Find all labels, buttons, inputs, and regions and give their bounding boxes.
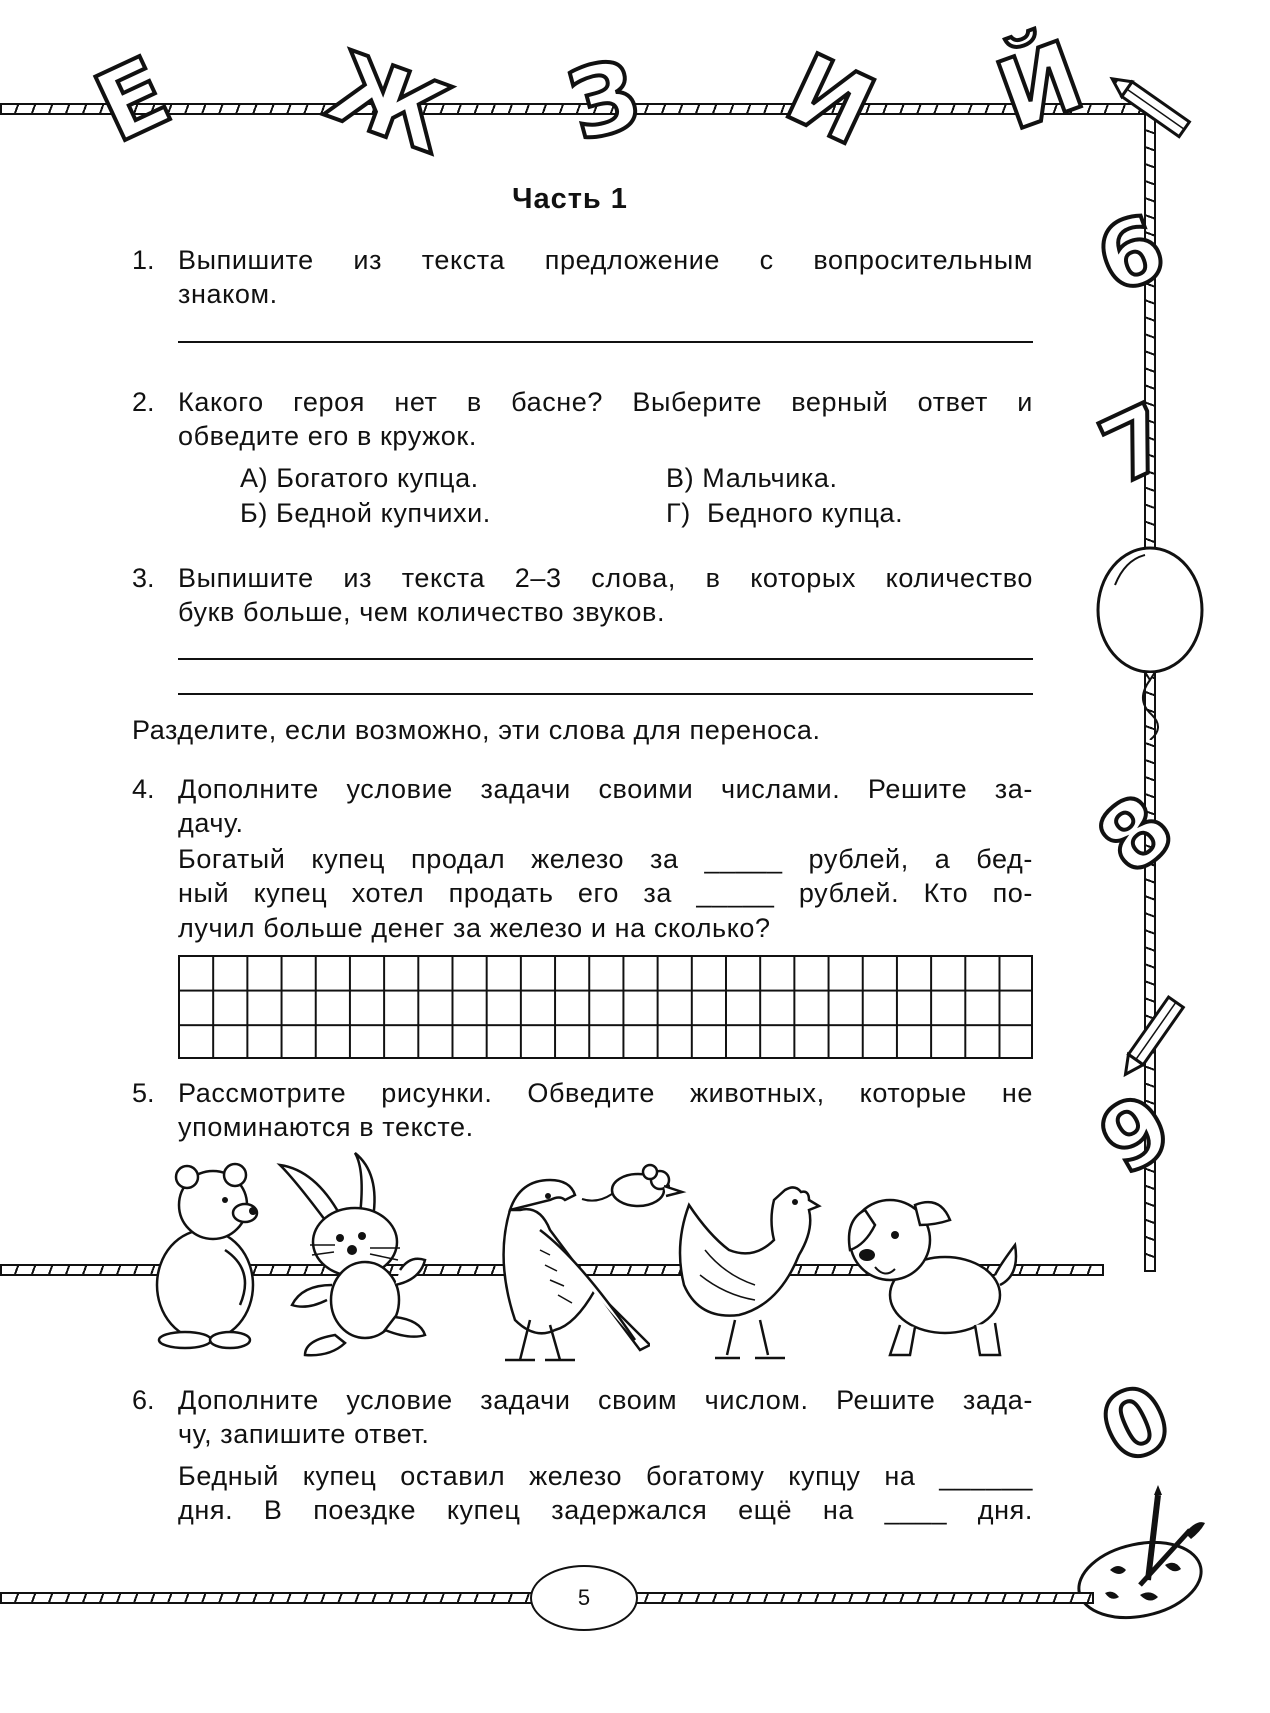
pencil-icon [1108, 980, 1198, 1090]
task-text: знаком. [178, 279, 278, 309]
task-text: обведите его в кружок. [178, 421, 477, 451]
letter-z: З [556, 37, 652, 163]
digit-0: 0 [1085, 1363, 1187, 1486]
letter-iy: Й [983, 19, 1098, 153]
task-text: Рассмотрите рисунки. Обведите животных, которые не [178, 1078, 1033, 1108]
task-text: Богатый купец продал железо за _____ рублей, а бед- [178, 844, 1033, 874]
task-text: Дополните условие задачи своим числом. Решите зада- [178, 1385, 1033, 1415]
digit-6: 6 [1083, 194, 1179, 315]
page-title: Часть 1 [512, 183, 628, 215]
task-number: 1. [132, 245, 155, 275]
task-text: упоминаются в тексте. [178, 1112, 474, 1142]
task-text: букв больше, чем количество звуков. [178, 597, 666, 627]
answer-option[interactable]: В) Мальчика. [666, 463, 838, 493]
balloon-icon [1090, 540, 1210, 740]
task-text: чу, запишите ответ. [178, 1419, 430, 1449]
page-number: 5 [530, 1565, 638, 1631]
answer-option[interactable]: Б) Бедной купчихи. [240, 498, 491, 528]
digit-8: 8 [1078, 774, 1194, 895]
answer-line[interactable] [178, 693, 1033, 695]
hen-icon[interactable] [675, 1180, 835, 1370]
digit-7: 7 [1085, 383, 1187, 506]
task-number: 4. [132, 774, 155, 804]
task-text: Выпишите из текста предложение с вопросительным [178, 245, 1033, 275]
pencil-icon [1100, 70, 1210, 150]
task-text: Бедный купец оставил железо богатому купцу на ______ [178, 1461, 1033, 1491]
letter-e: Е [79, 35, 187, 165]
answer-line[interactable] [178, 341, 1033, 343]
task-text: лучил больше денег за железо и на сколько? [178, 913, 771, 943]
task-text: Выпишите из текста 2–3 слова, в которых количество [178, 563, 1033, 593]
task-text: дня. В поездке купец задержался ещё на ____ дня. [178, 1495, 1033, 1525]
task-text: дачу. [178, 808, 244, 838]
answer-grid[interactable] [178, 955, 1033, 1059]
task-number: 2. [132, 387, 155, 417]
hare-icon[interactable] [270, 1150, 445, 1360]
answer-line[interactable] [178, 658, 1033, 660]
letter-i: И [770, 32, 891, 168]
task-text: ный купец хотел продать его за _____ рублей. Кто по- [178, 878, 1033, 908]
task-text: Какого героя нет в басне? Выберите верный ответ и [178, 387, 1033, 417]
task-number: 5. [132, 1078, 155, 1108]
puppy-icon[interactable] [835, 1185, 1025, 1365]
answer-option[interactable]: Г) Бедного купца. [666, 498, 904, 528]
task-text: Дополните условие задачи своими числами. Решите за- [178, 774, 1033, 804]
mouse-icon[interactable] [580, 1160, 690, 1220]
task-extra-text: Разделите, если возможно, эти слова для переноса. [132, 715, 821, 745]
task-number: 3. [132, 563, 155, 593]
answer-option[interactable]: А) Богатого купца. [240, 463, 479, 493]
letter-zh: Ж [314, 30, 464, 176]
task-number: 6. [132, 1385, 155, 1415]
paint-palette-icon [1070, 1485, 1220, 1625]
digit-9: 9 [1082, 1073, 1190, 1196]
bear-icon[interactable] [135, 1155, 275, 1350]
